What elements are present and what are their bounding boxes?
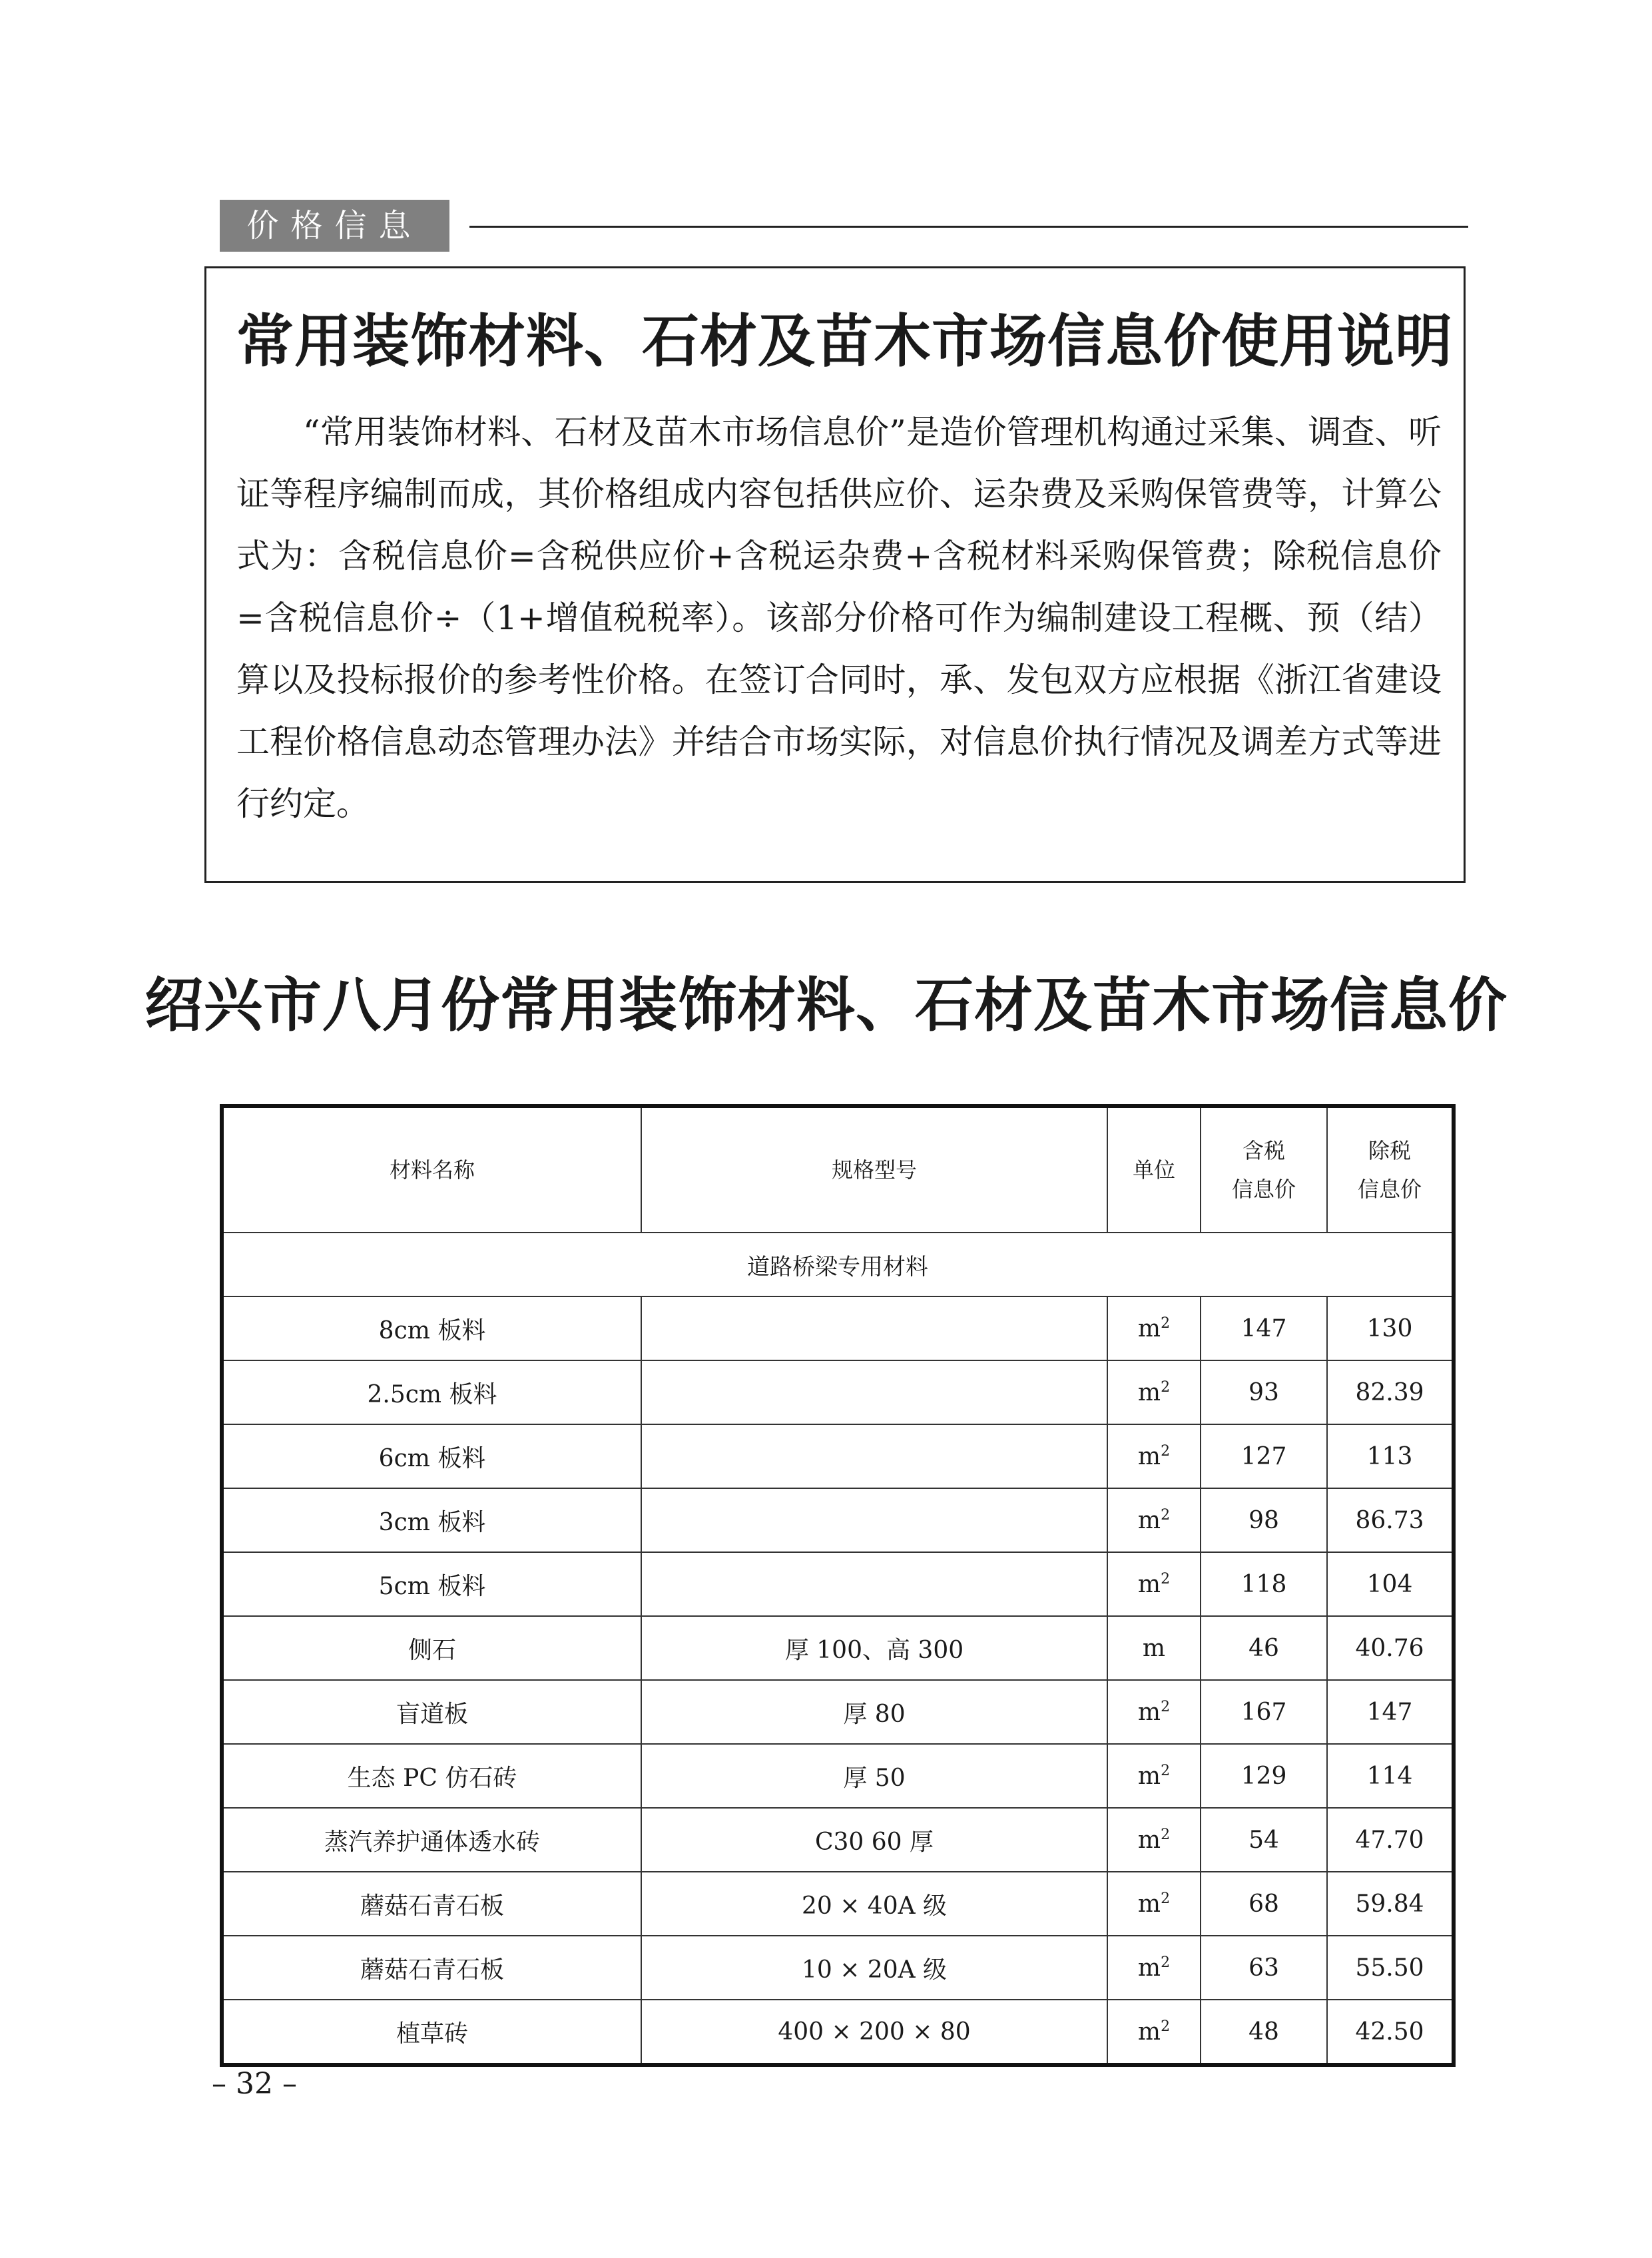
unit-superscript: 2	[1161, 1378, 1171, 1396]
cell-unit	[1107, 1552, 1201, 1616]
cell-material-name: 植草砖	[222, 2000, 641, 2065]
table-row	[222, 2000, 1454, 2065]
price-list-title: 绍兴市八月份常用装饰材料、石材及苗木市场信息价	[144, 971, 1508, 1039]
header-rule	[469, 226, 1468, 228]
unit-text: m	[1137, 1762, 1161, 1790]
cell-unit	[1107, 1616, 1201, 1680]
cell-unit	[1107, 1744, 1201, 1808]
cell-material-name: 3cm 板料	[222, 1488, 641, 1552]
unit-text: m	[1137, 1378, 1161, 1406]
table-row	[222, 1552, 1454, 1616]
unit-superscript: 2	[1161, 1314, 1171, 1332]
table-row	[222, 1680, 1454, 1744]
cell-material-name: 蒸汽养护通体透水砖	[222, 1808, 641, 1872]
table-row	[222, 1360, 1454, 1424]
header-tax-inclusive-line2: 信息价	[1231, 1177, 1296, 1202]
table-row	[222, 1296, 1454, 1360]
unit-text: m	[1137, 1890, 1161, 1918]
cell-material-name: 蘑菇石青石板	[222, 1936, 641, 2000]
table-row	[222, 1936, 1454, 2000]
group-row	[222, 1233, 1454, 1296]
unit-text: m	[1137, 2018, 1161, 2046]
cell-tax-exclusive-price: 47.70	[1327, 1808, 1454, 1872]
header-spec: 规格型号	[641, 1106, 1107, 1233]
cell-tax-inclusive-price: 98	[1201, 1488, 1327, 1552]
cell-tax-inclusive-price: 54	[1201, 1808, 1327, 1872]
cell-unit	[1107, 2000, 1201, 2065]
cell-material-name: 5cm 板料	[222, 1552, 641, 1616]
cell-tax-exclusive-price: 86.73	[1327, 1488, 1454, 1552]
table-header-row	[222, 1106, 1454, 1233]
cell-material-name: 生态 PC 仿石砖	[222, 1744, 641, 1808]
section-tag: 价格信息	[220, 200, 449, 252]
table-row	[222, 1488, 1454, 1552]
group-label: 道路桥梁专用材料	[222, 1233, 1454, 1296]
header-material-name: 材料名称	[222, 1106, 641, 1233]
table-row	[222, 1872, 1454, 1936]
cell-unit	[1107, 1424, 1201, 1488]
cell-unit	[1107, 1680, 1201, 1744]
cell-tax-exclusive-price: 55.50	[1327, 1936, 1454, 2000]
cell-spec: 厚 100、高 300	[641, 1616, 1107, 1680]
unit-superscript: 2	[1161, 1890, 1171, 1907]
unit-text: m	[1137, 1314, 1161, 1342]
header-unit: 单位	[1107, 1106, 1201, 1233]
header-tax-exclusive-line2: 信息价	[1357, 1177, 1422, 1202]
cell-tax-exclusive-price: 82.39	[1327, 1360, 1454, 1424]
unit-superscript: 2	[1161, 1954, 1171, 1971]
cell-tax-exclusive-price: 147	[1327, 1680, 1454, 1744]
unit-text: m	[1137, 1570, 1161, 1598]
cell-material-name: 2.5cm 板料	[222, 1360, 641, 1424]
header-tax-exclusive-line1: 除税	[1368, 1138, 1411, 1163]
cell-tax-exclusive-price: 42.50	[1327, 2000, 1454, 2065]
unit-superscript: 2	[1161, 2018, 1171, 2035]
cell-spec: 10 × 20A 级	[641, 1936, 1107, 2000]
table-row	[222, 1808, 1454, 1872]
cell-material-name: 8cm 板料	[222, 1296, 641, 1360]
cell-tax-inclusive-price: 68	[1201, 1872, 1327, 1936]
cell-tax-exclusive-price: 113	[1327, 1424, 1454, 1488]
cell-tax-inclusive-price: 118	[1201, 1552, 1327, 1616]
cell-tax-inclusive-price: 167	[1201, 1680, 1327, 1744]
unit-text: m	[1137, 1826, 1161, 1854]
cell-tax-exclusive-price: 59.84	[1327, 1872, 1454, 1936]
table-row	[222, 1424, 1454, 1488]
cell-unit	[1107, 1488, 1201, 1552]
usage-note-title: 常用装饰材料、石材及苗木市场信息价使用说明	[236, 308, 1453, 375]
cell-material-name: 盲道板	[222, 1680, 641, 1744]
cell-spec: 400 × 200 × 80	[641, 2000, 1107, 2065]
header-tax-inclusive-price	[1201, 1106, 1327, 1233]
cell-unit	[1107, 1808, 1201, 1872]
unit-superscript: 2	[1161, 1570, 1171, 1587]
cell-tax-exclusive-price: 130	[1327, 1296, 1454, 1360]
cell-spec: 厚 50	[641, 1744, 1107, 1808]
cell-material-name: 6cm 板料	[222, 1424, 641, 1488]
cell-tax-inclusive-price: 93	[1201, 1360, 1327, 1424]
cell-material-name: 侧石	[222, 1616, 641, 1680]
cell-tax-exclusive-price: 104	[1327, 1552, 1454, 1616]
cell-tax-exclusive-price: 114	[1327, 1744, 1454, 1808]
header-tax-inclusive-line1: 含税	[1242, 1138, 1285, 1163]
unit-superscript: 2	[1161, 1442, 1171, 1460]
unit-text: m	[1137, 1506, 1161, 1534]
cell-tax-inclusive-price: 127	[1201, 1424, 1327, 1488]
cell-tax-inclusive-price: 48	[1201, 2000, 1327, 2065]
header-tax-exclusive-price	[1327, 1106, 1454, 1233]
cell-spec: 20 × 40A 级	[641, 1872, 1107, 1936]
cell-unit	[1107, 1936, 1201, 2000]
cell-spec	[641, 1552, 1107, 1616]
unit-text: m	[1142, 1634, 1166, 1662]
cell-spec	[641, 1488, 1107, 1552]
cell-unit	[1107, 1296, 1201, 1360]
cell-tax-exclusive-price: 40.76	[1327, 1616, 1454, 1680]
table-row	[222, 1616, 1454, 1680]
price-table	[220, 1104, 1456, 2067]
cell-tax-inclusive-price: 147	[1201, 1296, 1327, 1360]
unit-superscript: 2	[1161, 1762, 1171, 1779]
unit-superscript: 2	[1161, 1698, 1171, 1715]
table-row	[222, 1744, 1454, 1808]
cell-spec: 厚 80	[641, 1680, 1107, 1744]
cell-tax-inclusive-price: 129	[1201, 1744, 1327, 1808]
usage-note-box	[204, 266, 1466, 883]
usage-note-body: “常用装饰材料、石材及苗木市场信息价”是造价管理机构通过采集、调查、听证等程序编制而成，其价格组成内容包括供应价、运杂费及采购保管费等，计算公式为：含税信息价=含税供应价+含税运杂费+含税材料采购保管费；除税信息价=含税信息价÷（1+增值税税率）。该部分价格可作为编制建设工程概、预（结）算以及投标报价的参考性价格。在签订合同时，承、发包双方应根据《浙江省建设工程价格信息动态管理办法》并结合市场实际，对信息价执行情况及调差方式等进行约定。	[236, 413, 1442, 823]
cell-material-name: 蘑菇石青石板	[222, 1872, 641, 1936]
unit-superscript: 2	[1161, 1826, 1171, 1843]
page-number: – 32 –	[212, 2067, 297, 2101]
cell-spec	[641, 1424, 1107, 1488]
unit-superscript: 2	[1161, 1506, 1171, 1524]
cell-tax-inclusive-price: 46	[1201, 1616, 1327, 1680]
cell-unit	[1107, 1872, 1201, 1936]
unit-text: m	[1137, 1442, 1161, 1470]
unit-text: m	[1137, 1954, 1161, 1982]
cell-unit	[1107, 1360, 1201, 1424]
cell-tax-inclusive-price: 63	[1201, 1936, 1327, 2000]
unit-text: m	[1137, 1698, 1161, 1726]
cell-spec: C30 60 厚	[641, 1808, 1107, 1872]
cell-spec	[641, 1360, 1107, 1424]
cell-spec	[641, 1296, 1107, 1360]
